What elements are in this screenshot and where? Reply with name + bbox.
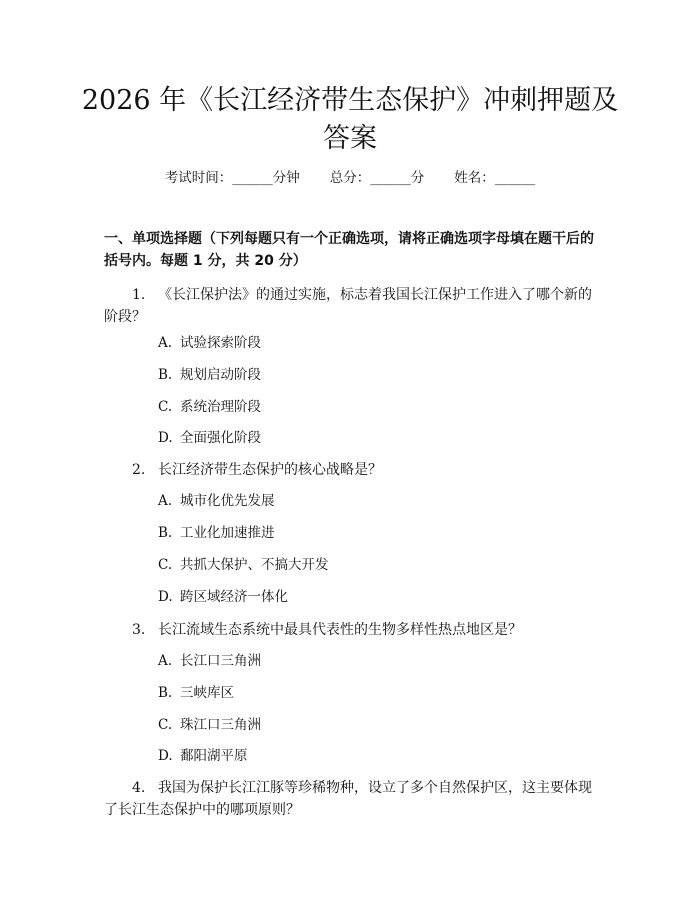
option-letter: B. xyxy=(158,685,173,701)
option-1a xyxy=(158,333,261,353)
document-title-line1: 2026 年《长江经济带生态保护》冲刺押题及 xyxy=(81,85,619,116)
option-1b xyxy=(158,365,261,385)
option-letter: A. xyxy=(158,493,173,509)
option-1d xyxy=(158,428,261,448)
option-letter: C. xyxy=(158,399,173,415)
question-text: 长江经济带生态保护的核心战略是？ xyxy=(158,462,382,478)
question-number: 4. xyxy=(132,780,146,796)
option-2a xyxy=(158,491,275,511)
option-2c xyxy=(158,555,329,575)
option-letter: A. xyxy=(158,653,173,669)
question-text: 长江流域生态系统中最具代表性的生物多样性热点地区是？ xyxy=(158,622,522,638)
document-title-line2: 答案 xyxy=(323,123,377,154)
total-score-label: 总分：______分 xyxy=(329,170,425,186)
option-text: 规划启动阶段 xyxy=(180,367,261,383)
exam-time-label: 考试时间：______分钟 xyxy=(164,170,300,186)
option-2b xyxy=(158,523,275,543)
option-text: 共抓大保护、不搞大开发 xyxy=(180,557,329,573)
option-text: 珠江口三角洲 xyxy=(180,717,261,733)
question-2 xyxy=(104,459,604,481)
question-number: 3. xyxy=(132,622,146,638)
option-text: 试验探索阶段 xyxy=(180,335,261,351)
option-letter: D. xyxy=(158,430,173,446)
option-text: 三峡库区 xyxy=(180,685,234,701)
option-text: 全面强化阶段 xyxy=(180,430,261,446)
name-label: 姓名：______ xyxy=(454,170,536,186)
option-letter: B. xyxy=(158,525,173,541)
option-text: 跨区域经济一体化 xyxy=(180,589,288,605)
option-text: 长江口三角洲 xyxy=(180,653,261,669)
option-letter: D. xyxy=(158,589,173,605)
option-text: 工业化加速推进 xyxy=(180,525,275,541)
option-letter: D. xyxy=(158,748,173,764)
question-text: 我国为保护长江江豚等珍稀物种，设立了多个自然保护区，这主要体现了长江生态保护中的哪项原则？ xyxy=(104,780,592,818)
option-3b xyxy=(158,683,234,703)
section-heading-line1: 一、单项选择题（下列每题只有一个正确选项，请将正确选项字母填在题干后的 xyxy=(104,231,594,247)
question-4 xyxy=(104,777,604,821)
question-number: 2. xyxy=(132,462,146,478)
option-letter: A. xyxy=(158,335,173,351)
section-heading-line2: 括号内。每题 1 分，共 20 分） xyxy=(104,253,307,269)
option-text: 系统治理阶段 xyxy=(180,399,261,415)
question-text: 《长江保护法》的通过实施，标志着我国长江保护工作进入了哪个新的阶段？ xyxy=(104,287,592,325)
option-3a xyxy=(158,651,261,671)
question-number: 1. xyxy=(132,287,146,303)
option-3c xyxy=(158,715,261,735)
option-letter: C. xyxy=(158,717,173,733)
question-3 xyxy=(104,619,604,641)
exam-meta xyxy=(0,168,700,188)
option-text: 鄱阳湖平原 xyxy=(180,748,248,764)
option-3d xyxy=(158,746,248,766)
question-1 xyxy=(104,284,604,328)
option-letter: B. xyxy=(158,367,173,383)
option-2d xyxy=(158,587,288,607)
option-1c xyxy=(158,397,261,417)
option-letter: C. xyxy=(158,557,173,573)
option-text: 城市化优先发展 xyxy=(180,493,275,509)
